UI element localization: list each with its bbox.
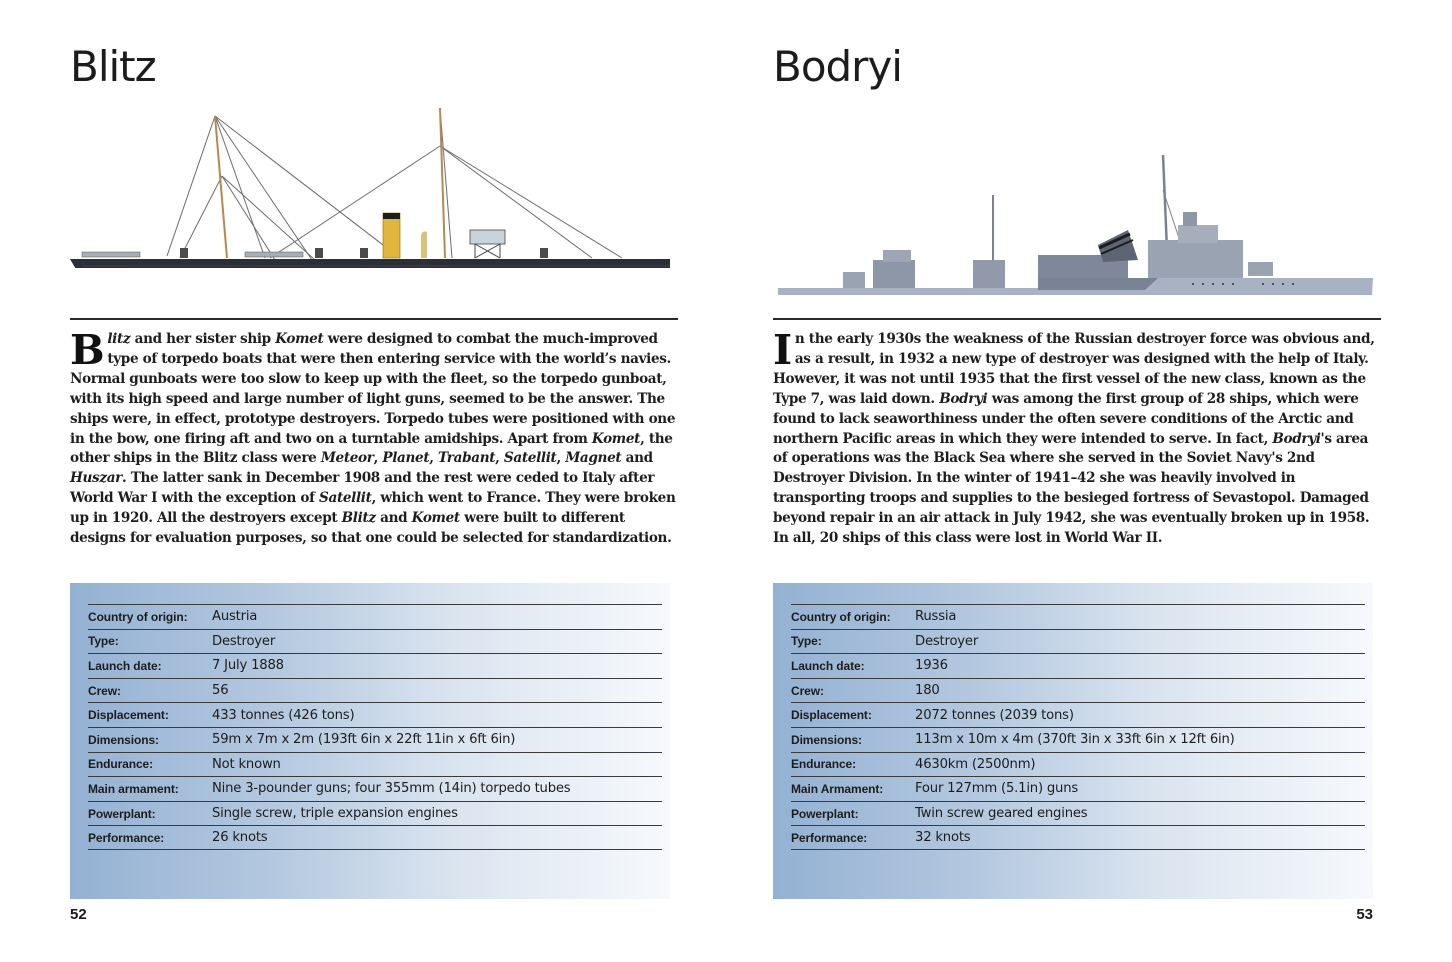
spec-label: Performance: <box>88 830 165 845</box>
spec-value: Single screw, triple expansion engines <box>212 806 458 822</box>
spec-row <box>791 653 1365 678</box>
article-paragraph: n the early 1930s the weakness of the Russian destroyer force was obvious and, as a result, in 1932 a new type of destroyer was designed with the help of Italy. However, it was not until 1935 that the first vessel of the new class, known as the Type 7, was laid down. Bodryi was among the first group of 28 ships, which were found to lack seaworthiness under the often severe conditions of the Arctic and northern Pacific areas in which they were intended to serve. In fact, Bodryi's area of operations was the Black Sea where she served in the Soviet Navy's 2nd Destroyer Division. In the winter of 1941–42 she was heavily involved in transporting troops and supplies to the besieged fortress of Sevastopol. Damaged beyond repair in an air attack in July 1942, she was eventually broken up in 1958. In all, 20 ships of this class were lost in World War II. <box>773 331 1375 547</box>
spec-label: Country of origin: <box>791 609 891 624</box>
spec-value: 2072 tonnes (2039 tons) <box>915 707 1074 723</box>
spec-row <box>88 776 662 801</box>
page-title: Blitz <box>70 42 156 91</box>
page-title: Bodryi <box>773 42 902 91</box>
spec-value: Four 127mm (5.1in) guns <box>915 781 1079 797</box>
spec-row <box>791 678 1365 703</box>
spec-panel <box>773 583 1373 899</box>
spec-label: Type: <box>88 634 119 649</box>
spec-value: Twin screw geared engines <box>915 806 1088 822</box>
drop-cap: I <box>773 326 792 374</box>
spec-row <box>791 702 1365 727</box>
spec-value: 7 July 1888 <box>212 658 284 674</box>
spec-label: Displacement: <box>791 708 872 723</box>
divider-rule <box>70 318 678 320</box>
spec-row <box>88 653 662 678</box>
spec-label: Launch date: <box>88 658 162 673</box>
spec-label: Displacement: <box>88 708 169 723</box>
spec-row <box>791 727 1365 752</box>
page-number: 52 <box>70 906 87 923</box>
spec-row <box>88 825 662 850</box>
spec-label: Launch date: <box>791 658 865 673</box>
spec-label: Powerplant: <box>88 806 156 821</box>
page-number: 53 <box>1356 906 1373 923</box>
spec-value: 56 <box>212 683 229 699</box>
page-left <box>70 0 680 962</box>
spec-row <box>88 629 662 654</box>
spec-value: Not known <box>212 756 281 772</box>
spec-table <box>88 604 662 850</box>
spec-row <box>791 801 1365 826</box>
spec-table <box>791 604 1365 850</box>
spec-value: Russia <box>915 609 957 625</box>
ship-illustration-blitz <box>70 108 680 268</box>
spec-row <box>791 629 1365 654</box>
ship-illustration-bodryi <box>773 150 1383 295</box>
spec-row <box>88 678 662 703</box>
spec-label: Endurance: <box>791 757 857 772</box>
spec-row <box>88 702 662 727</box>
spec-row <box>791 604 1365 629</box>
spec-label: Type: <box>791 634 822 649</box>
spec-value: 4630km (2500nm) <box>915 756 1036 772</box>
spec-value: Destroyer <box>915 633 979 649</box>
spec-value: Austria <box>212 609 258 625</box>
drop-cap: B <box>70 326 105 374</box>
spec-panel <box>70 583 670 899</box>
spec-label: Crew: <box>791 683 824 698</box>
spec-value: 433 tonnes (426 tons) <box>212 707 355 723</box>
spec-row <box>791 825 1365 850</box>
spec-row <box>88 604 662 629</box>
spec-row <box>88 801 662 826</box>
spec-label: Dimensions: <box>88 732 159 747</box>
spec-label: Powerplant: <box>791 806 859 821</box>
spec-row <box>791 752 1365 777</box>
spec-row <box>88 727 662 752</box>
article-paragraph: litz and her sister ship Komet were designed to combat the much-improved type of torpedo boats that were then entering service with the world’s navies. Normal gunboats were too slow to keep up with the fleet, so the torpedo gunboat, with its high speed and large number of light guns, seemed to be the answer. The ships were, in effect, prototype destroyers. Torpedo tubes were positioned with one in the bow, one firing aft and two on a turntable amidships. Apart from Komet, the other ships in the Blitz class were Meteor, Planet, Trabant, Satellit, Magnet and Huszar. The latter sank in December 1908 and the rest were ceded to Italy after World War I with the exception of Satellit, which went to France. They were broken up in 1920. All the destroyers except Blitz and Komet were built to different designs for evaluation purposes, so that one could be selected for standardization. <box>70 331 676 547</box>
spec-label: Endurance: <box>88 757 154 772</box>
article-text <box>70 326 682 549</box>
divider-rule <box>773 318 1381 320</box>
spec-value: Nine 3-pounder guns; four 355mm (14in) torpedo tubes <box>212 781 571 797</box>
spec-value: 113m x 10m x 4m (370ft 3in x 33ft 6in x 12ft 6in) <box>915 732 1235 748</box>
spec-label: Country of origin: <box>88 609 188 624</box>
page-right <box>773 0 1383 962</box>
spec-label: Performance: <box>791 830 868 845</box>
spec-value: 1936 <box>915 658 948 674</box>
spec-value: 180 <box>915 683 940 699</box>
spec-label: Dimensions: <box>791 732 862 747</box>
article-text <box>773 326 1385 549</box>
spec-row <box>791 776 1365 801</box>
spec-value: Destroyer <box>212 633 276 649</box>
spec-label: Crew: <box>88 683 121 698</box>
spec-value: 59m x 7m x 2m (193ft 6in x 22ft 11in x 6ft 6in) <box>212 732 516 748</box>
spec-row <box>88 752 662 777</box>
spec-value: 26 knots <box>212 830 268 846</box>
spec-label: Main armament: <box>88 781 179 796</box>
spec-label: Main Armament: <box>791 781 884 796</box>
spec-value: 32 knots <box>915 830 971 846</box>
